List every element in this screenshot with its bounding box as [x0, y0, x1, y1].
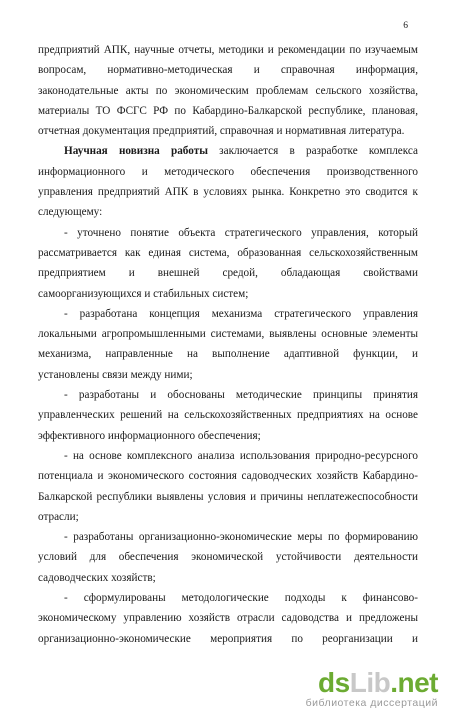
- page-body: [38, 40, 418, 649]
- text-line: организационно-экономические мероприятия по реорганизации и: [38, 632, 418, 645]
- text-line: Балкарской республики выявлены условия и причины неплатежеспособности: [38, 490, 418, 503]
- text-line: установлены связи между ними;: [38, 368, 193, 381]
- text-line: эффективного информационного обеспечения;: [38, 429, 261, 442]
- text-line: отчетная документация предприятий, справочная и нормативная литература.: [38, 125, 405, 138]
- text-line: материалы ТО ФСГС РФ по Кабардино-Балкарской республике, плановая,: [38, 104, 418, 117]
- text-line: локальными агропромышленными системами, выявлены основные элементы: [38, 328, 418, 341]
- novelty-text: заключается в разработке комплекса: [207, 145, 418, 158]
- text-line: управленческих решений на сельскохозяйственных предприятиях на основе: [38, 409, 418, 422]
- list-item-line: - разработаны и обоснованы методические принципы принятия: [64, 389, 418, 402]
- novelty-heading-line: [38, 141, 418, 161]
- page-number: 6: [403, 21, 408, 31]
- dslib-watermark[interactable]: [306, 669, 438, 709]
- list-item-line: - разработана концепция механизма стратегического управления: [64, 307, 418, 320]
- text-line: потенциала и экономического состояния садоводческих хозяйств Кабардино-: [38, 470, 418, 483]
- text-line: предприятий АПК, научные отчеты, методики и рекомендации по изучаемым: [38, 44, 418, 56]
- text-line: экономическому управлению хозяйств отрасли садоводства и предложены: [38, 612, 418, 625]
- list-item-line: - разработаны организационно-экономические меры по формированию: [64, 531, 418, 544]
- text-line: предприятием и внешней средой, обладающая свойствами: [38, 267, 418, 280]
- text-line: условий для обеспечения экономической устойчивости деятельности: [38, 551, 418, 564]
- text-line: садоводческих хозяйств;: [38, 571, 156, 584]
- list-item-line: - на основе комплексного анализа использования природно-ресурсного: [64, 449, 418, 462]
- text-line: отрасли;: [38, 510, 79, 523]
- novelty-bold-term: Научная новизна работы: [64, 145, 208, 158]
- dslib-subtitle: библиотека диссертаций: [305, 697, 438, 709]
- text-line: управления предприятий АПК в условиях рынка. Конкретно это сводится к: [38, 186, 418, 199]
- dslib-logo: dsLib.net: [318, 667, 438, 698]
- list-item-line: - сформулированы методологические подходы к финансово-: [64, 592, 418, 605]
- text-line: следующему:: [38, 206, 103, 219]
- text-line: законодательные акты по экономическим проблемам сельского хозяйства,: [38, 84, 418, 97]
- text-line: механизма, направленные на выполнение адаптивной функции, и: [38, 348, 418, 361]
- text-line: рассматривается как единая система, образованная сельскохозяйственным: [38, 246, 418, 259]
- text-line: информационного и методического обеспечения производственного: [38, 165, 418, 178]
- text-line: самоорганизующихся и стабильных систем;: [38, 287, 249, 300]
- list-item-line: - уточнено понятие объекта стратегического управления, который: [64, 226, 418, 239]
- text-line: вопросам, нормативно-методическая и справочная информация,: [38, 64, 418, 77]
